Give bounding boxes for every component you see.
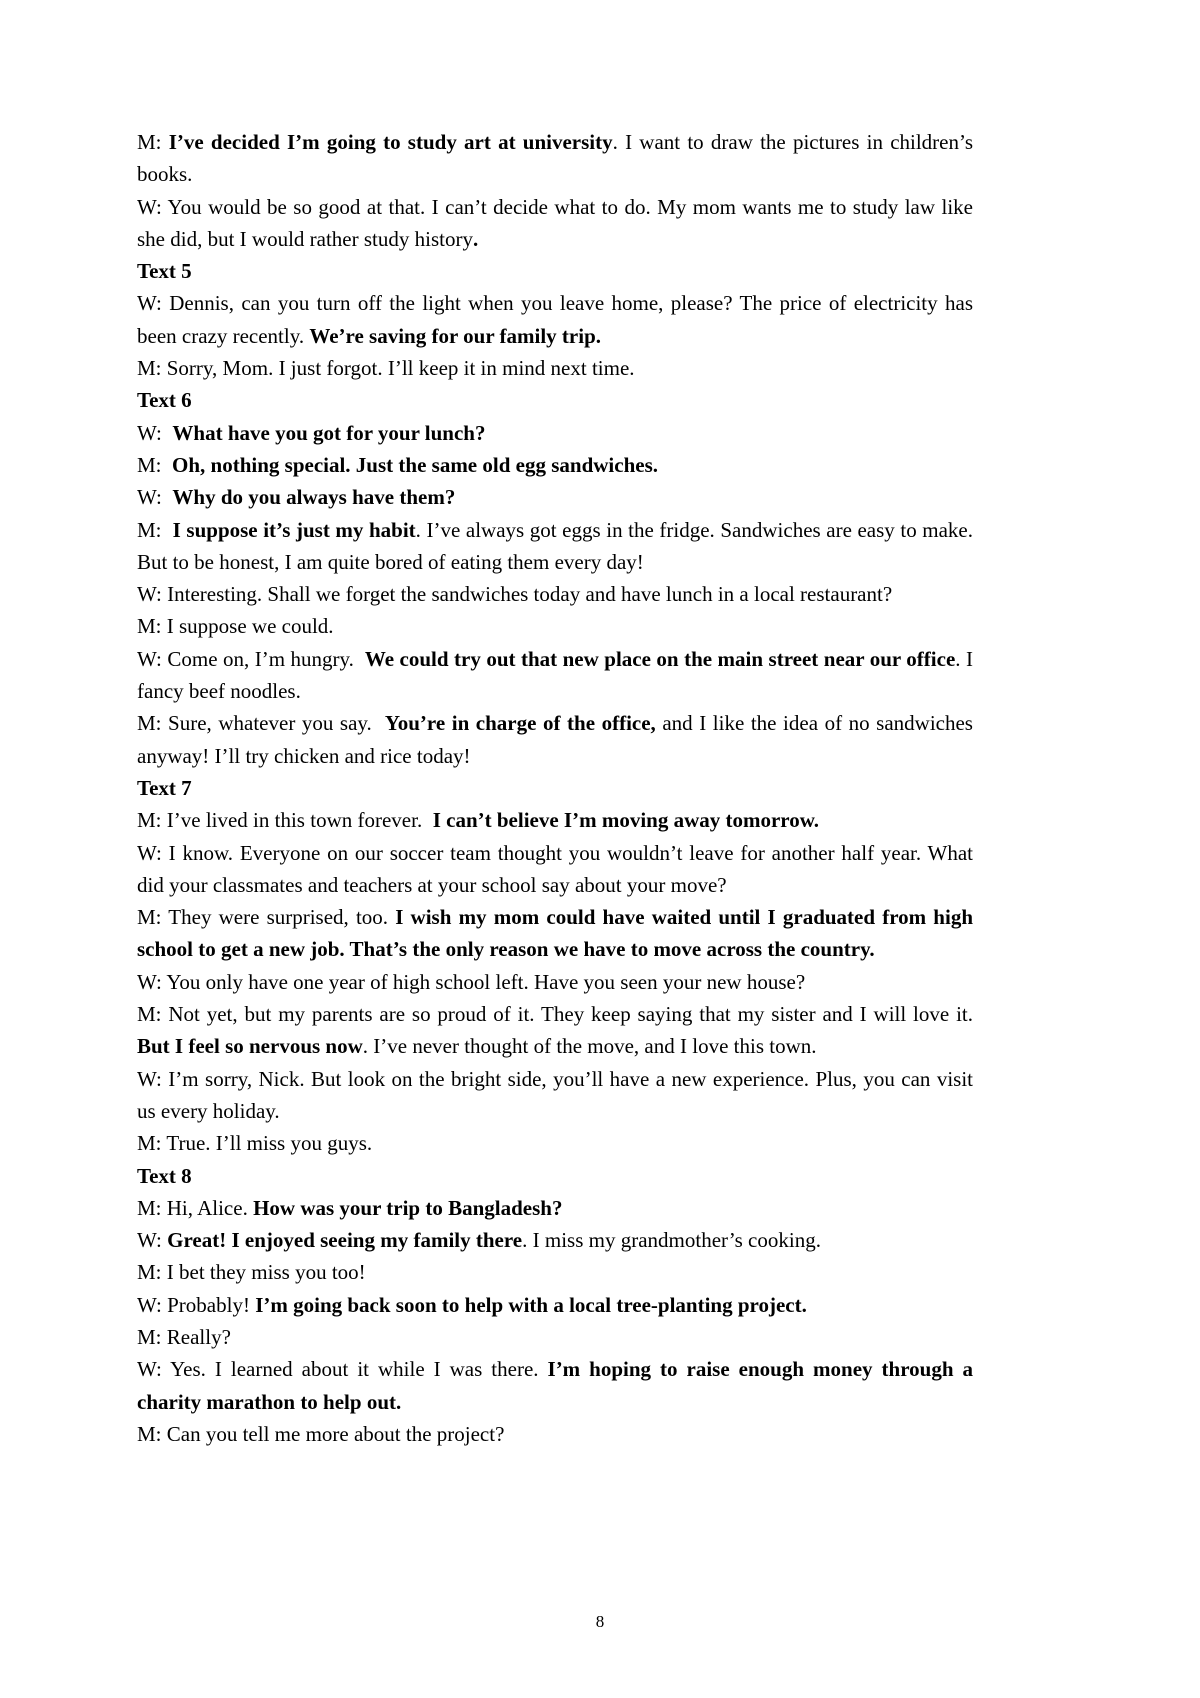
transcript-paragraph <box>137 1289 973 1321</box>
transcript-paragraph <box>137 1127 973 1159</box>
bold-text-run: But I feel so nervous now <box>137 1034 363 1059</box>
transcript-paragraph <box>137 352 973 384</box>
transcript-paragraph <box>137 255 973 287</box>
transcript-paragraph <box>137 1192 973 1224</box>
text-run: M: <box>137 517 173 542</box>
transcript-paragraph <box>137 481 973 513</box>
bold-text-run: I’m going back soon to help with a local tree-planting project. <box>255 1292 807 1317</box>
text-run: M: Can you tell me more about the project? <box>137 1421 505 1446</box>
text-run: W: <box>137 1228 168 1253</box>
text-run: M: Hi, Alice. <box>137 1195 254 1220</box>
text-run: . I’ve never thought of the move, and I love this town. <box>362 1034 817 1059</box>
transcript-paragraph <box>137 610 973 642</box>
bold-text-run: Text 8 <box>137 1163 192 1188</box>
transcript-paragraph <box>137 901 973 966</box>
transcript-paragraph <box>137 1224 973 1256</box>
bold-text-run: We’re saving for our family trip. <box>309 323 602 348</box>
transcript-paragraph <box>137 1418 973 1450</box>
text-run: W: <box>137 420 173 445</box>
text-run: M: True. I’ll miss you guys. <box>137 1131 373 1156</box>
transcript-paragraph <box>137 837 973 902</box>
transcript-paragraph <box>137 1160 973 1192</box>
bold-text-run: What have you got for your lunch? <box>172 420 486 445</box>
bold-text-run: Great! I enjoyed seeing my family there <box>167 1228 523 1253</box>
bold-text-run: I’m hoping to raise enough money through a charity marathon to help out. <box>137 1357 973 1414</box>
text-run: M: Sorry, Mom. I just forgot. I’ll keep it in mind next time. <box>137 356 635 381</box>
transcript-paragraph <box>137 514 973 579</box>
transcript-paragraph <box>137 384 973 416</box>
text-run: W: I’m sorry, Nick. But look on the bright side, you’ll have a new experience. Plus, you can visit us every holiday. <box>137 1066 973 1123</box>
text-run: M: I’ve lived in this town forever. <box>137 808 433 833</box>
transcript-paragraph <box>137 449 973 481</box>
bold-text-run: Text 5 <box>137 259 192 284</box>
text-run: W: You would be so good at that. I can’t decide what to do. My mom wants me to study law like she did, but I would rather study history <box>137 194 973 251</box>
text-run: W: Probably! <box>137 1292 256 1317</box>
transcript-paragraph <box>137 287 973 352</box>
text-run: M: I bet they miss you too! <box>137 1260 366 1285</box>
text-run: W: Come on, I’m hungry. <box>137 646 365 671</box>
bold-text-run: I wish my mom could have waited until I graduated from high school to get a new job. That’s the only reason we have to move across the country. <box>137 905 973 962</box>
text-run: . I want to draw the pictures in children’s books. <box>137 130 974 187</box>
transcript-paragraph <box>137 1321 973 1353</box>
transcript-paragraph <box>137 1256 973 1288</box>
text-run: and I like the idea of no sandwiches anyway! I’ll try chicken and rice today! <box>137 711 973 768</box>
bold-text-run: I suppose it’s just my habit <box>172 517 416 542</box>
text-run: W: I know. Everyone on our soccer team thought you wouldn’t leave for another half year. What did your classmates and teachers at your school say about your move? <box>137 840 973 897</box>
bold-text-run: Oh, nothing special. Just the same old egg sandwiches. <box>172 452 658 477</box>
text-run: W: Dennis, can you turn off the light when you leave home, please? The price of electricity has been crazy recently. <box>137 291 973 348</box>
transcript-paragraph <box>137 998 973 1063</box>
bold-text-run: I’ve decided I’m going to study art at university <box>168 130 613 154</box>
text-run: W: Interesting. Shall we forget the sandwiches today and have lunch in a local restaurant? <box>137 582 893 607</box>
text-run: W: You only have one year of high school left. Have you seen your new house? <box>137 969 806 994</box>
transcript-paragraph <box>137 417 973 449</box>
transcript-paragraph <box>137 191 973 256</box>
transcript-paragraph <box>137 804 973 836</box>
bold-text-run: You’re in charge of the office, <box>384 711 656 736</box>
text-run: M: <box>137 452 173 477</box>
bold-text-run: I can’t believe I’m moving away tomorrow. <box>432 808 820 833</box>
bold-text-run: Text 7 <box>137 775 192 800</box>
text-run: . I fancy beef noodles. <box>137 646 973 704</box>
text-run: M: Sure, whatever you say. <box>137 711 385 736</box>
bold-text-run: We could try out that new place on the main street near our office <box>364 646 956 671</box>
transcript-paragraph <box>137 126 973 191</box>
transcript-paragraph <box>137 643 973 708</box>
text-run: W: Yes. I learned about it while I was there. <box>137 1357 548 1382</box>
text-run: M: Not yet, but my parents are so proud of it. They keep saying that my sister and I will love it. <box>137 1002 973 1027</box>
transcript-paragraph <box>137 707 973 772</box>
text-run: . I miss my grandmother’s cooking. <box>522 1228 821 1253</box>
page-number: 8 <box>595 1612 605 1631</box>
text-run: M: They were surprised, too. <box>137 905 396 930</box>
text-run: W: <box>137 485 173 510</box>
transcript <box>137 126 973 1450</box>
transcript-paragraph <box>137 1063 973 1128</box>
bold-text-run: . <box>472 226 479 251</box>
bold-text-run: How was your trip to Bangladesh? <box>253 1195 563 1220</box>
text-run: . I’ve always got eggs in the fridge. Sandwiches are easy to make. But to be honest, I am quite bored of eating them every day! <box>137 517 974 574</box>
text-run: M: <box>137 130 169 154</box>
text-run: M: Really? <box>137 1324 231 1349</box>
bold-text-run: Why do you always have them? <box>172 485 456 510</box>
bold-text-run: Text 6 <box>137 388 192 413</box>
transcript-paragraph <box>137 772 973 804</box>
transcript-paragraph <box>137 966 973 998</box>
transcript-paragraph <box>137 1353 973 1418</box>
transcript-paragraph <box>137 578 973 610</box>
text-run: M: I suppose we could. <box>137 614 334 639</box>
